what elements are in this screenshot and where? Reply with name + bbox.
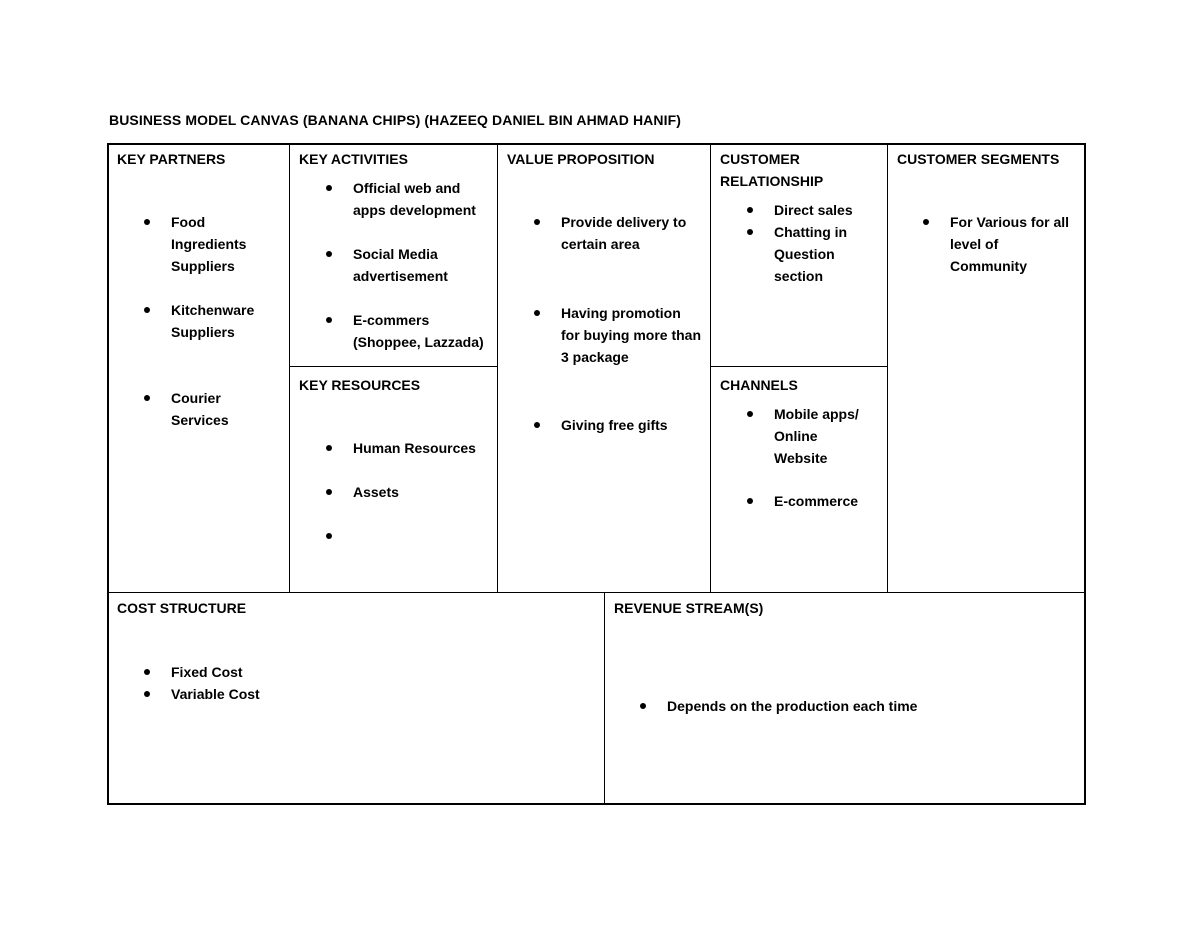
key-activities-section [291,144,496,174]
bullet-icon [747,411,753,417]
revenue-streams-title: REVENUE STREAM(S) [614,600,764,616]
customer-segments-title: CUSTOMER SEGMENTS [897,151,1060,167]
customer-relationship-section [712,144,882,196]
channels-item: Mobile apps/ Online Website [774,406,859,466]
key-activities-item: E-commers (Shoppee, Lazzada) [353,312,484,350]
divider [710,366,888,367]
key-activities-item: Social Media advertisement [353,246,448,284]
divider [497,143,498,593]
customer-relationship-item: Direct sales [774,202,853,218]
key-partners-item: Food Ingredients Suppliers [171,214,247,274]
bullet-icon [923,219,929,225]
value-proposition-item: Having promotion for buying more than 3 package [561,305,701,365]
key-resources-section [291,370,496,400]
bullet-icon [534,310,540,316]
bullet-icon [326,445,332,451]
value-proposition-title: VALUE PROPOSITION [507,151,655,167]
key-activities-title: KEY ACTIVITIES [299,151,408,167]
bullet-icon [534,219,540,225]
bullet-icon [144,691,150,697]
revenue-streams-item: Depends on the production each time [667,698,918,714]
customer-segments-item: For Various for all level of Community [950,214,1070,274]
bullet-icon [326,251,332,257]
cost-structure-item: Variable Cost [171,686,260,702]
divider [289,143,290,593]
key-partners-item: Courier Services [171,390,229,428]
bullet-icon [747,207,753,213]
customer-relationship-item: Chatting in Question section [774,224,848,284]
divider [710,143,711,593]
key-resources-item: Assets [353,484,399,500]
bullet-icon [747,498,753,504]
key-partners-title: KEY PARTNERS [117,151,226,167]
bullet-icon [326,317,332,323]
key-partners-item: Kitchenware Suppliers [171,302,255,340]
key-resources-item: Human Resources [353,440,476,456]
divider [289,366,498,367]
key-partners-section [109,144,289,174]
bullet-icon [326,489,332,495]
bullet-icon [144,395,150,401]
value-proposition-item: Provide delivery to certain area [561,214,687,252]
key-activities-item: Official web and apps development [353,180,476,218]
bullet-icon [144,669,150,675]
cost-structure-section [109,593,599,623]
cost-structure-item: Fixed Cost [171,664,243,680]
value-proposition-section [499,144,709,174]
customer-relationship-title: CUSTOMER RELATIONSHIP [720,151,824,189]
bullet-icon [326,185,332,191]
bullet-icon [326,533,332,539]
bullet-icon [747,229,753,235]
bullet-icon [144,307,150,313]
value-proposition-item: Giving free gifts [561,417,668,433]
bullet-icon [534,422,540,428]
divider [604,592,605,804]
channels-section [712,370,882,400]
divider [887,143,888,593]
cost-structure-title: COST STRUCTURE [117,600,247,616]
bullet-icon [640,703,646,709]
channels-item: E-commerce [774,493,859,509]
bullet-icon [144,219,150,225]
customer-segments-section [889,144,1084,174]
document-title: BUSINESS MODEL CANVAS (BANANA CHIPS) (HAZEEQ DANIEL BIN AHMAD HANIF) [109,112,681,128]
key-resources-title: KEY RESOURCES [299,377,421,393]
revenue-streams-section [606,593,1084,623]
channels-title: CHANNELS [720,377,798,393]
